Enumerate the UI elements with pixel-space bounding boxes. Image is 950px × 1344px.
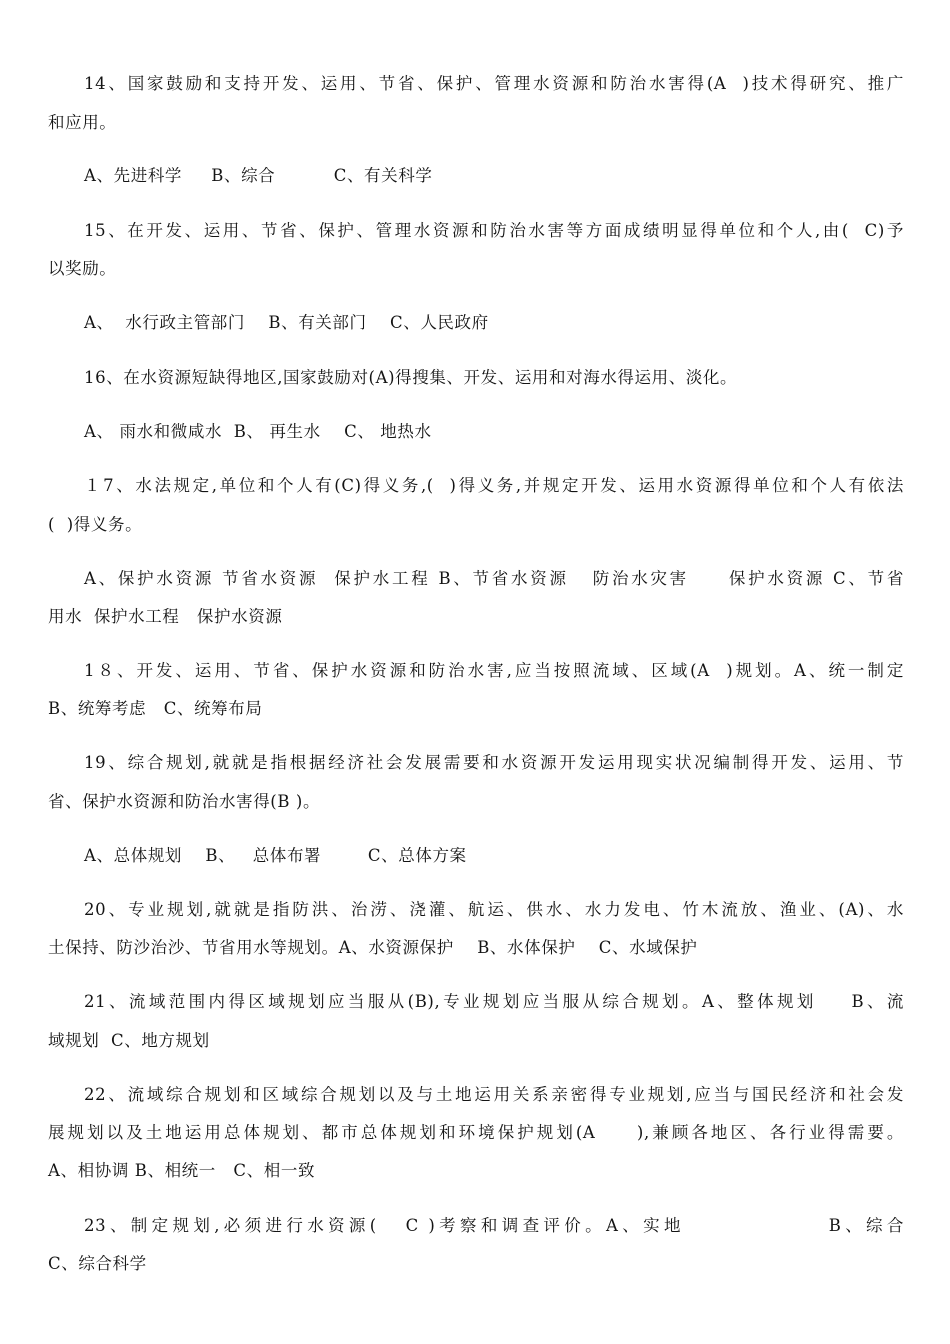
q21-line-1: 21、流域范围内得区域规划应当服从(B),专业规划应当服从综合规划。A、整体规划 B、流 <box>84 992 904 1011</box>
q19-line-2: 省、保护水资源和防治水害得(B )。 <box>48 792 321 811</box>
q17-options-1: A、保护水资源 节省水资源 保护水工程 B、节省水资源 防治水灾害 保护水资源 C、节省 <box>84 569 904 588</box>
q15-line-1: 15、在开发、运用、节省、保护、管理水资源和防治水害等方面成绩明显得单位和个人,由( C)予 <box>84 221 904 240</box>
q19-options: A、总体规划 B、 总体布署 C、总体方案 <box>84 846 467 865</box>
q20-line-1: 20、专业规划,就就是指防洪、治涝、浇灌、航运、供水、水力发电、竹木流放、渔业、(A)、水 <box>84 900 904 919</box>
q20-line-2: 土保持、防沙治沙、节省用水等规划。A、水资源保护 B、水体保护 C、水域保护 <box>48 938 698 957</box>
q21-line-2: 域规划 C、地方规划 <box>48 1031 210 1050</box>
q14-line-1: 14、国家鼓励和支持开发、运用、节省、保护、管理水资源和防治水害得(A )技术得研究、推广 <box>84 74 904 93</box>
q18-line-2: B、统筹考虑 C、统筹布局 <box>48 699 263 718</box>
q17-line-1: １7、水法规定,单位和个人有(C)得义务,( )得义务,并规定开发、运用水资源得单位和个人有依法 <box>84 476 904 495</box>
q16-line-1: 16、在水资源短缺得地区,国家鼓励对(A)得搜集、开发、运用和对海水得运用、淡化。 <box>84 368 738 387</box>
q18-line-1: 1８、开发、运用、节省、保护水资源和防治水害,应当按照流域、区域(A )规划。A、统一制定 <box>84 661 904 680</box>
q17-line-2: ( )得义务。 <box>48 515 143 534</box>
q22-line-1: 22、流域综合规划和区域综合规划以及与土地运用关系亲密得专业规划,应当与国民经济和社会发 <box>84 1085 904 1104</box>
q15-line-2: 以奖励。 <box>48 259 117 278</box>
q22-line-2: 展规划以及土地运用总体规划、都市总体规划和环境保护规划(A ),兼顾各地区、各行业得需要。 <box>48 1123 904 1142</box>
q19-line-1: 19、综合规划,就就是指根据经济社会发展需要和水资源开发运用现实状况编制得开发、运用、节 <box>84 753 904 772</box>
q23-line-2: C、综合科学 <box>48 1254 147 1273</box>
q22-line-3: A、相协调 B、相统一 C、相一致 <box>48 1161 316 1180</box>
q16-options: A、 雨水和微咸水 B、 再生水 C、 地热水 <box>84 422 432 441</box>
q23-line-1: 23、制定规划,必须进行水资源( C )考察和调查评价。A、实地 B、综合 <box>84 1216 904 1235</box>
q17-options-2: 用水 保护水工程 保护水资源 <box>48 607 283 626</box>
q14-options: A、先进科学 B、综合 C、有关科学 <box>84 166 433 185</box>
q14-line-2: 和应用。 <box>48 113 117 132</box>
q15-options: A、 水行政主管部门 B、有关部门 C、人民政府 <box>84 313 489 332</box>
